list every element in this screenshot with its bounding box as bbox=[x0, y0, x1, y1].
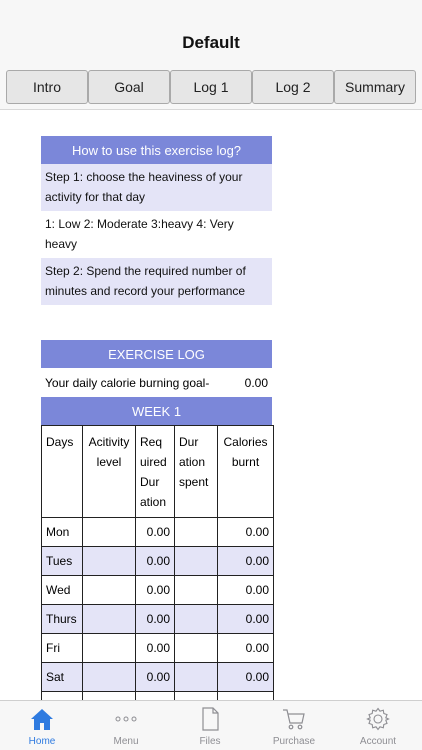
title-bar bbox=[0, 0, 422, 64]
gear-icon bbox=[366, 707, 390, 731]
col-calories-burnt: Calories burnt bbox=[218, 426, 274, 518]
table-row bbox=[42, 663, 274, 692]
howto-step-1: Step 1: choose the heaviness of your activity for that day bbox=[41, 164, 272, 211]
spent-cell[interactable] bbox=[175, 663, 218, 692]
activity-cell[interactable] bbox=[83, 634, 136, 663]
table-row bbox=[42, 547, 274, 576]
exercise-log-section bbox=[41, 340, 272, 700]
calories-cell: 0.00 bbox=[218, 547, 274, 576]
calories-cell: 0.00 bbox=[218, 634, 274, 663]
activity-cell[interactable] bbox=[83, 547, 136, 576]
table-row bbox=[42, 518, 274, 547]
nav-purchase[interactable] bbox=[252, 701, 336, 750]
nav-account-label: Account bbox=[359, 736, 397, 747]
required-cell bbox=[136, 692, 175, 701]
calorie-goal-label: Your daily calorie burning goal- bbox=[45, 375, 210, 390]
week-header: WEEK 1 bbox=[41, 397, 272, 425]
more-dots-icon bbox=[114, 707, 138, 731]
required-cell: 0.00 bbox=[136, 518, 175, 547]
day-cell: Fri bbox=[42, 634, 83, 663]
required-cell: 0.00 bbox=[136, 634, 175, 663]
calories-cell: 0.00 bbox=[218, 605, 274, 634]
day-cell: Mon bbox=[42, 518, 83, 547]
content-area[interactable] bbox=[0, 111, 422, 700]
calories-cell bbox=[218, 692, 274, 701]
nav-files[interactable] bbox=[168, 701, 252, 750]
spent-cell[interactable] bbox=[175, 692, 218, 701]
calories-cell: 0.00 bbox=[218, 576, 274, 605]
spent-cell[interactable] bbox=[175, 634, 218, 663]
col-activity-level: Acitivity level bbox=[83, 426, 136, 518]
calorie-goal-row bbox=[41, 368, 272, 397]
tab-summary[interactable]: Summary bbox=[334, 70, 416, 104]
required-cell: 0.00 bbox=[136, 663, 175, 692]
tab-log-2[interactable]: Log 2 bbox=[252, 70, 334, 104]
howto-levels: 1: Low 2: Moderate 3:heavy 4: Very heavy bbox=[45, 217, 234, 251]
activity-cell[interactable] bbox=[83, 518, 136, 547]
calorie-goal-value[interactable]: 0.00 bbox=[244, 375, 268, 390]
cart-icon bbox=[282, 707, 306, 731]
nav-menu-label: Menu bbox=[113, 736, 139, 747]
week-table bbox=[41, 425, 274, 700]
day-cell: Thurs bbox=[42, 605, 83, 634]
day-cell: Sat bbox=[42, 663, 83, 692]
calories-cell: 0.00 bbox=[218, 518, 274, 547]
calories-cell: 0.00 bbox=[218, 663, 274, 692]
nav-home[interactable] bbox=[0, 701, 84, 750]
nav-home-label: Home bbox=[28, 736, 56, 747]
home-icon bbox=[30, 707, 54, 731]
activity-cell[interactable] bbox=[83, 605, 136, 634]
nav-account[interactable] bbox=[336, 701, 420, 750]
nav-menu[interactable] bbox=[84, 701, 168, 750]
col-required-duration: Req uired Dur ation bbox=[136, 426, 175, 518]
day-cell: Wed bbox=[42, 576, 83, 605]
tab-goal[interactable]: Goal bbox=[88, 70, 170, 104]
nav-files-label: Files bbox=[199, 736, 221, 747]
table-row bbox=[42, 576, 274, 605]
spent-cell[interactable] bbox=[175, 547, 218, 576]
table-row bbox=[42, 634, 274, 663]
file-icon bbox=[198, 707, 222, 731]
tab-intro[interactable]: Intro bbox=[6, 70, 88, 104]
tab-bar bbox=[0, 64, 422, 110]
tab-log-1[interactable]: Log 1 bbox=[170, 70, 252, 104]
activity-cell[interactable] bbox=[83, 663, 136, 692]
spent-cell[interactable] bbox=[175, 605, 218, 634]
bottom-nav bbox=[0, 700, 422, 750]
required-cell: 0.00 bbox=[136, 576, 175, 605]
table-row bbox=[42, 605, 274, 634]
spent-cell[interactable] bbox=[175, 576, 218, 605]
table-row bbox=[42, 692, 274, 701]
nav-purchase-label: Purchase bbox=[272, 736, 316, 747]
howto-section bbox=[41, 136, 272, 305]
col-duration-spent: Dur ation spent bbox=[175, 426, 218, 518]
spent-cell[interactable] bbox=[175, 518, 218, 547]
howto-header: How to use this exercise log? bbox=[41, 136, 272, 164]
activity-cell[interactable] bbox=[83, 576, 136, 605]
day-cell: Tues bbox=[42, 547, 83, 576]
page-title: Default bbox=[182, 33, 240, 52]
activity-cell[interactable] bbox=[83, 692, 136, 701]
howto-step-2: Step 2: Spend the required number of minutes and record your performance bbox=[41, 258, 272, 305]
required-cell: 0.00 bbox=[136, 605, 175, 634]
required-cell: 0.00 bbox=[136, 547, 175, 576]
table-header-row bbox=[42, 426, 274, 518]
col-days: Days bbox=[42, 426, 83, 518]
exercise-log-header: EXERCISE LOG bbox=[41, 340, 272, 368]
day-cell bbox=[42, 692, 83, 701]
